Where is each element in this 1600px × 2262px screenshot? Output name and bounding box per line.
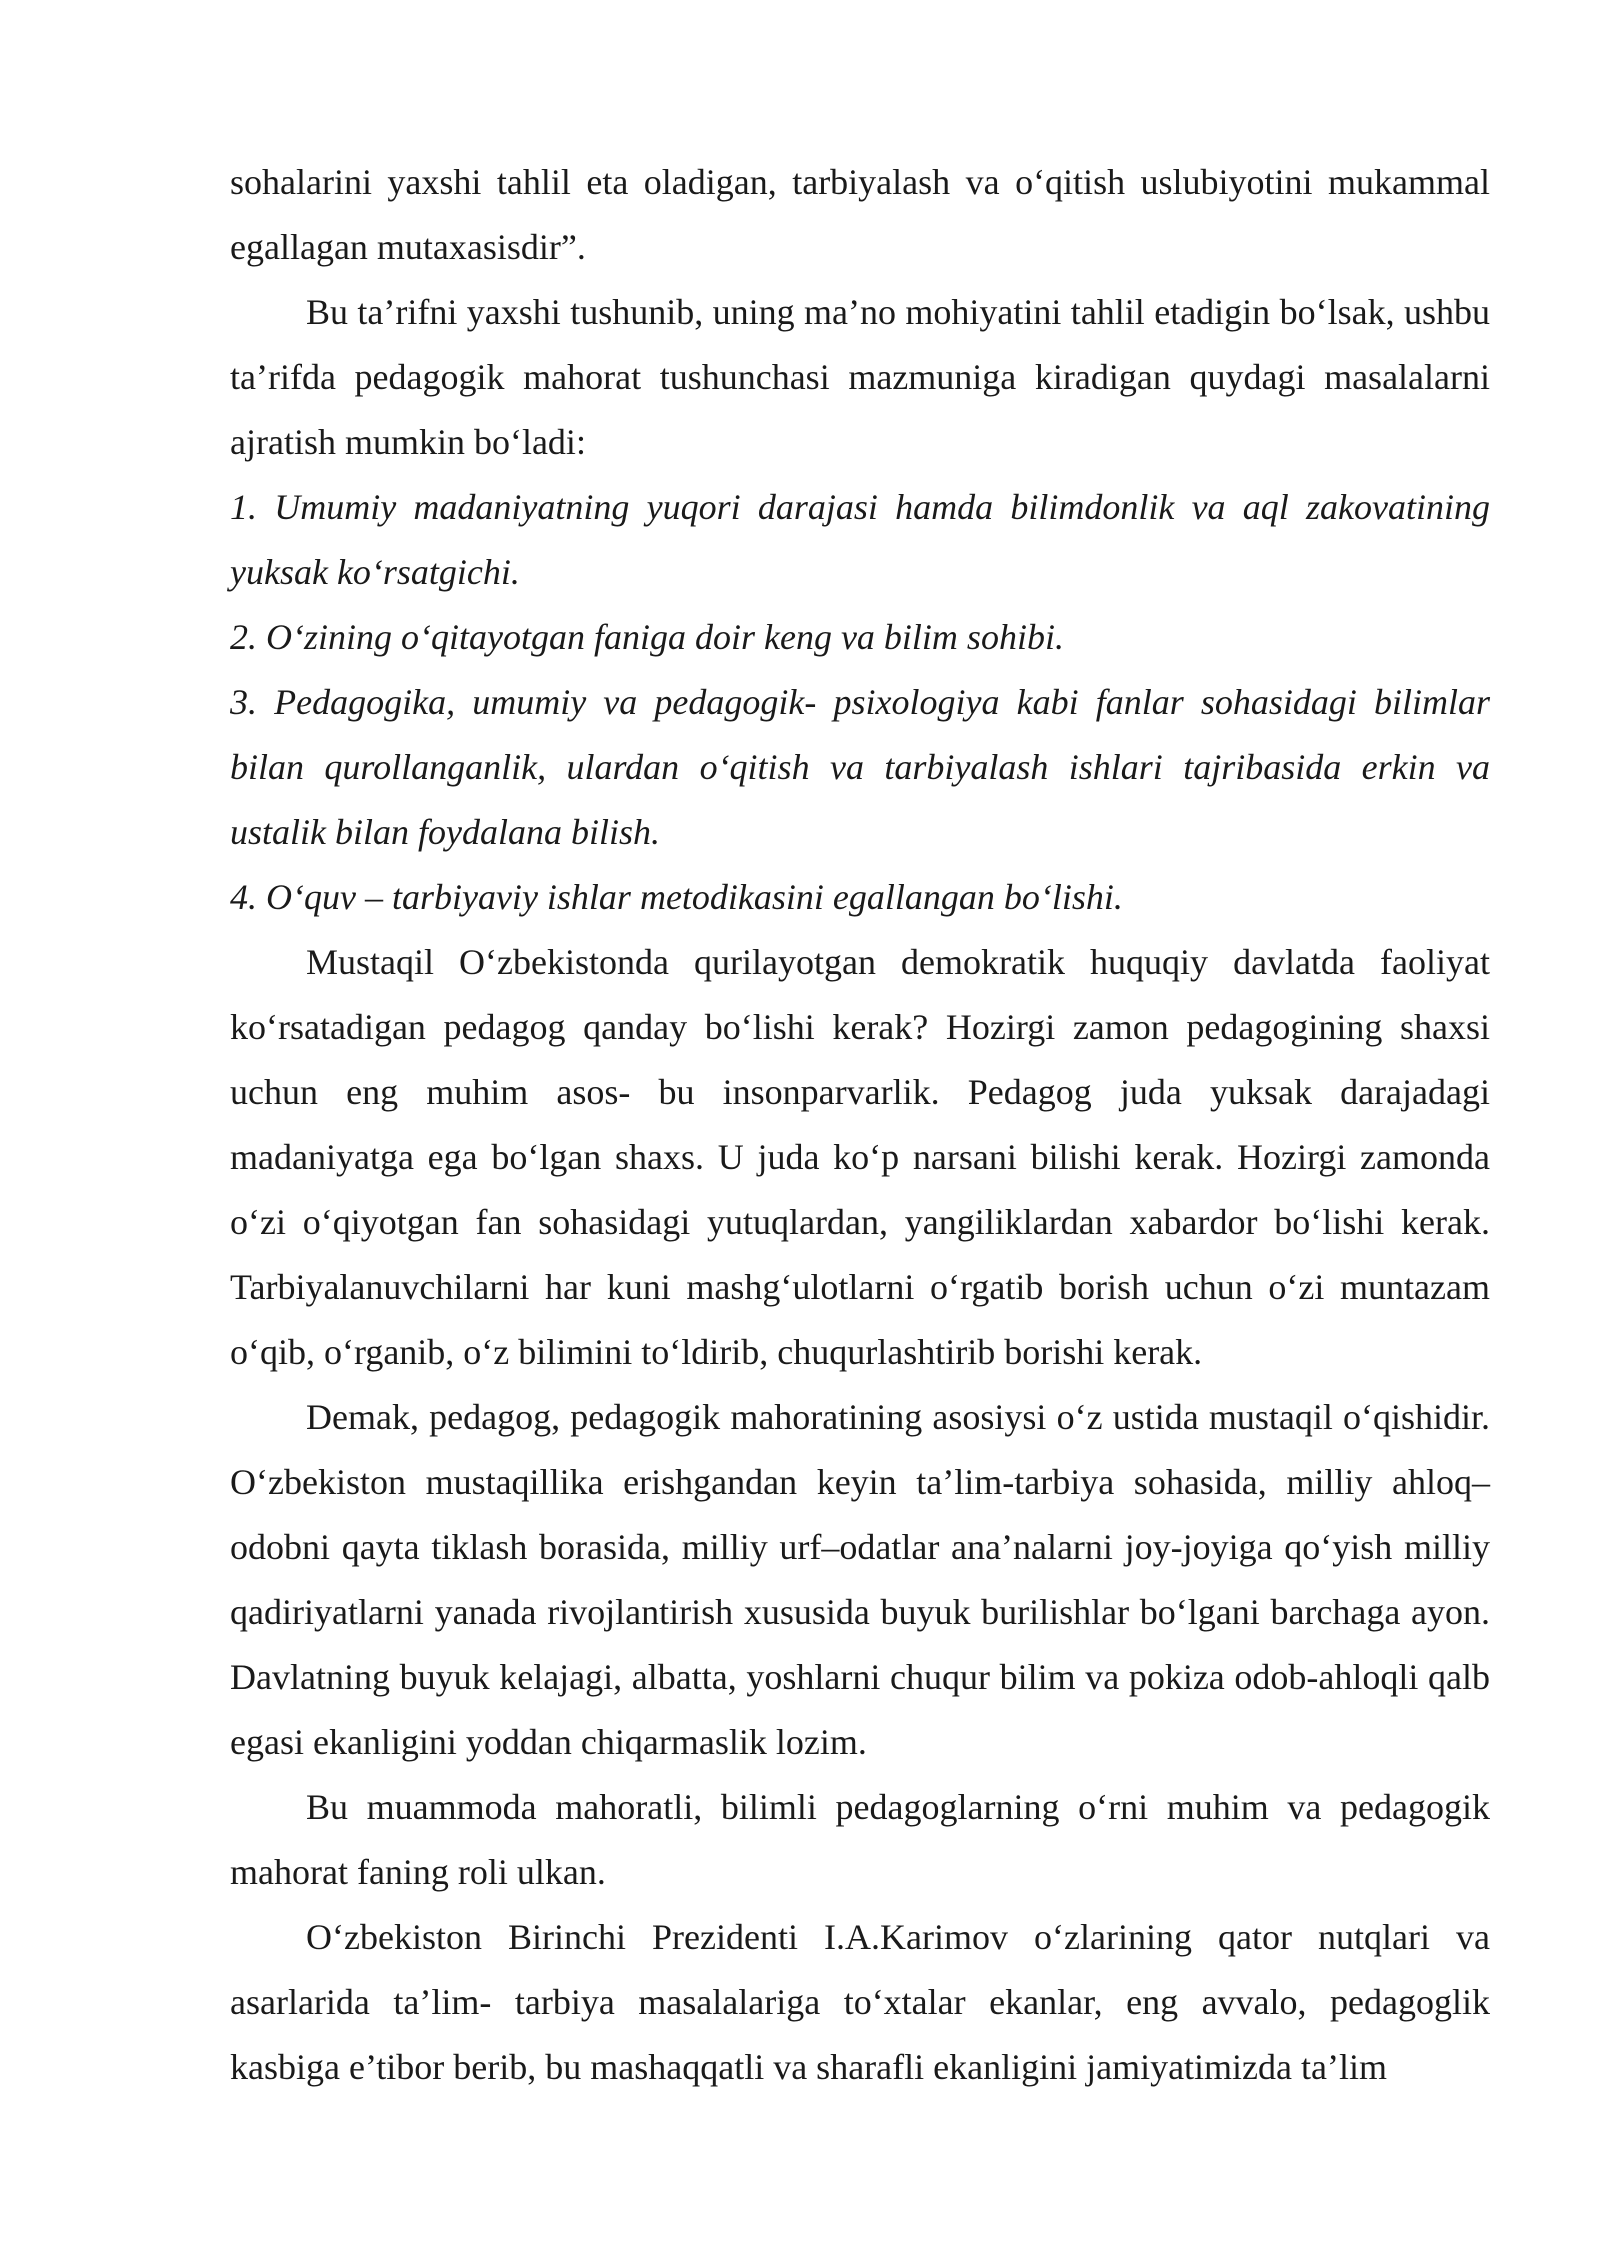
list-item-4: 4. O‘quv – tarbiyaviy ishlar metodikasini egallangan bo‘lishi. xyxy=(230,877,1123,917)
paragraph-president: O‘zbekiston Birinchi Prezidenti I.A.Karimov o‘zlarining qator nutqlari va asarlarida ta’lim- tarbiya masalalariga to‘xtalar ekanlar, eng avvalo, pedagoglik kasbiga e’tibor berib, bu mashaqqatli va sharafli ekanligini jamiyatimizda ta’lim xyxy=(230,1917,1490,2087)
paragraph-self-study: Demak, pedagog, pedagogik mahoratining asosiysi o‘z ustida mustaqil o‘qishidir. O‘zbekiston mustaqillika erishgandan keyin ta’lim-tarbiya sohasida, milliy ahloq–odobni qayta tiklash borasida, milliy urf–odatlar ana’nalarni joy-joyiga qo‘yish milliy qadiriyatlarni yanada rivojlantirish xususida buyuk burilishlar bo‘lgani barchaga ayon. Davlatning buyuk kelajagi, albatta, yoshlarni chuqur bilim va pokiza odob-ahloqli qalb egasi ekanligini yoddan chiqarmaslik lozim. xyxy=(230,1397,1490,1762)
list-item-1: 1. Umumiy madaniyatning yuqori darajasi hamda bilimdonlik va aql zakovatining yuksak ko‘rsatgichi. xyxy=(230,487,1490,592)
document-body xyxy=(230,150,1490,2100)
paragraph-continuation: sohalarini yaxshi tahlil eta oladigan, tarbiyalash va o‘qitish uslubiyotini mukammal egallagan mutaxasisdir”. xyxy=(230,162,1490,267)
list-item-3: 3. Pedagogika, umumiy va pedagogik- psixologiya kabi fanlar sohasidagi bilimlar bilan qurollanganlik, ulardan o‘qitish va tarbiyalash ishlari tajribasida erkin va ustalik bilan foydalana bilish. xyxy=(230,682,1490,852)
paragraph-pedagog-qualities: Mustaqil O‘zbekistonda qurilayotgan demokratik huquqiy davlatda faoliyat ko‘rsatadigan pedagog qanday bo‘lishi kerak? Hozirgi zamon pedagogining shaxsi uchun eng muhim asos- bu insonparvarlik. Pedagog juda yuksak darajadagi madaniyatga ega bo‘lgan shaxs. U juda ko‘p narsani bilishi kerak. Hozirgi zamonda o‘zi o‘qiyotgan fan sohasidagi yutuqlardan, yangiliklardan xabardor bo‘lishi kerak. Tarbiyalanuvchilarni har kuni mashg‘ulotlarni o‘rgatib borish uchun o‘zi muntazam o‘qib, o‘rganib, o‘z bilimini to‘ldirib, chuqurlashtirib borishi kerak. xyxy=(230,942,1490,1372)
paragraph-role: Bu muammoda mahoratli, bilimli pedagoglarning o‘rni muhim va pedagogik mahorat faning roli ulkan. xyxy=(230,1787,1490,1892)
paragraph-definition-intro: Bu ta’rifni yaxshi tushunib, uning ma’no mohiyatini tahlil etadigin bo‘lsak, ushbu ta’rifda pedagogik mahorat tushunchasi mazmuniga kiradigan quydagi masalalarni ajratish mumkin bo‘ladi: xyxy=(230,292,1490,462)
list-item-2: 2. O‘zining o‘qitayotgan faniga doir keng va bilim sohibi. xyxy=(230,617,1064,657)
